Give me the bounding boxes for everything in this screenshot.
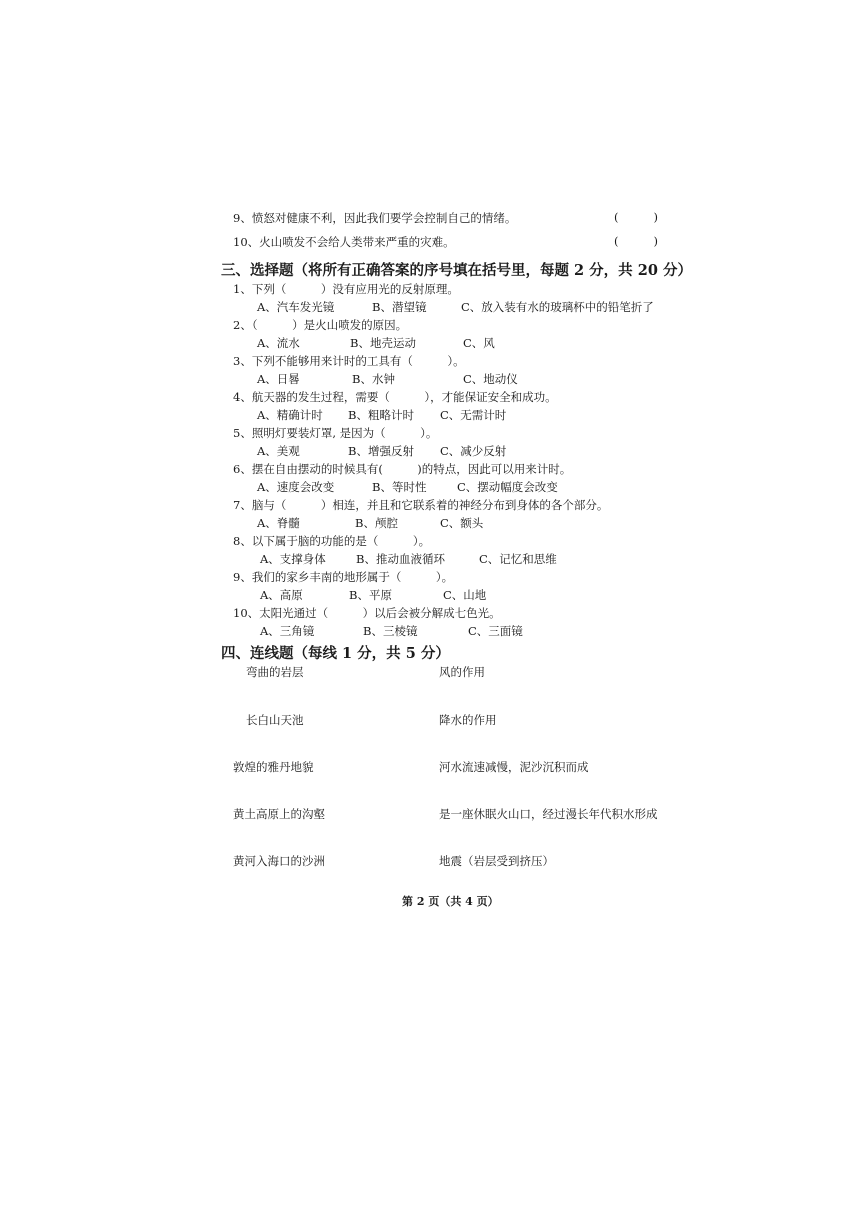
option-a: A、日晷 [257,372,300,386]
option-a: A、流水 [257,336,300,350]
option-a: A、高原 [260,588,303,602]
option-b: B、三棱镜 [363,624,418,638]
option-b: B、颅腔 [355,516,398,530]
question-10: 10、太阳光通过（ ）以后会被分解成七色光。 [233,606,501,620]
option-b: B、等时性 [372,480,427,494]
question-8: 8、以下属于脑的功能的是（ ）。 [233,534,431,548]
option-b: B、粗略计时 [348,408,414,422]
option-b: B、地壳运动 [350,336,416,350]
option-c: C、记忆和思维 [479,552,557,566]
question-3: 3、下列不能够用来计时的工具有（ ）。 [233,354,465,368]
question-5: 5、照明灯要装灯罩, 是因为（ ）。 [233,426,438,440]
match-left-item[interactable]: 黄河入海口的沙洲 [233,854,325,868]
match-left-item[interactable]: 黄土高原上的沟壑 [233,807,325,821]
match-left-item[interactable]: 弯曲的岩层 [246,665,304,679]
option-c: C、无需计时 [440,408,507,422]
match-left-item[interactable]: 长白山天池 [246,713,304,727]
tf-item-10 [233,234,455,250]
question-4: 4、航天器的发生过程，需要（ ），才能保证安全和成功。 [233,390,557,404]
match-left-item[interactable]: 敦煌的雅丹地貌 [233,760,314,774]
option-a: A、支撑身体 [260,552,326,566]
option-b: B、推动血液循环 [356,552,445,566]
option-a: A、三角镜 [260,624,315,638]
section-4-title: 四、连线题（每线 1 分，共 5 分） [221,645,450,662]
option-c: C、额头 [440,516,484,530]
option-c: C、摆动幅度会改变 [457,480,558,494]
tf-number: 10、 [233,235,260,249]
answer-blank[interactable] [614,210,658,224]
match-right-item[interactable]: 地震（岩层受到挤压） [439,854,554,868]
option-b: B、增强反射 [348,444,414,458]
tf-number: 9、 [233,211,252,225]
option-a: A、美观 [257,444,300,458]
option-c: C、风 [463,336,495,350]
option-b: B、水钟 [352,372,395,386]
section-3-title: 三、选择题（将所有正确答案的序号填在括号里，每题 2 分，共 20 分） [221,262,692,279]
option-c: C、地动仪 [463,372,518,386]
question-1: 1、下列（ ）没有应用光的反射原理。 [233,282,459,296]
option-a: A、汽车发光镜 [257,300,335,314]
question-7: 7、脑与（ ）相连，并且和它联系着的神经分布到身体的各个部分。 [233,498,609,512]
option-a: A、速度会改变 [257,480,335,494]
tf-text: 愤怒对健康不利，因此我们要学会控制自己的情绪。 [251,211,517,225]
match-right-item[interactable]: 风的作用 [439,665,485,679]
option-a: A、脊髓 [257,516,300,530]
match-right-item[interactable]: 河水流速减慢，泥沙沉积而成 [439,760,589,774]
option-c: C、放入装有水的玻璃杯中的铅笔折了 [461,300,654,314]
option-a: A、精确计时 [257,408,323,422]
page-number: 第 2 页（共 4 页） [402,895,499,908]
option-b: B、平原 [349,588,392,602]
answer-blank[interactable] [614,234,658,248]
option-b: B、潜望镜 [372,300,427,314]
match-right-item[interactable]: 是一座休眠火山口，经过漫长年代积水形成 [439,807,658,821]
match-right-item[interactable]: 降水的作用 [439,713,497,727]
option-c: C、三面镜 [468,624,523,638]
question-9: 9、我们的家乡丰南的地形属于（ ）。 [233,570,454,584]
tf-text: 火山喷发不会给人类带来严重的灾难。 [259,235,455,249]
option-c: C、山地 [443,588,487,602]
option-c: C、减少反射 [440,444,507,458]
question-6: 6、摆在自由摆动的时候具有( )的特点，因此可以用来计时。 [233,462,572,476]
question-2: 2、（ ）是火山喷发的原因。 [233,318,408,332]
tf-item-9 [233,210,516,226]
